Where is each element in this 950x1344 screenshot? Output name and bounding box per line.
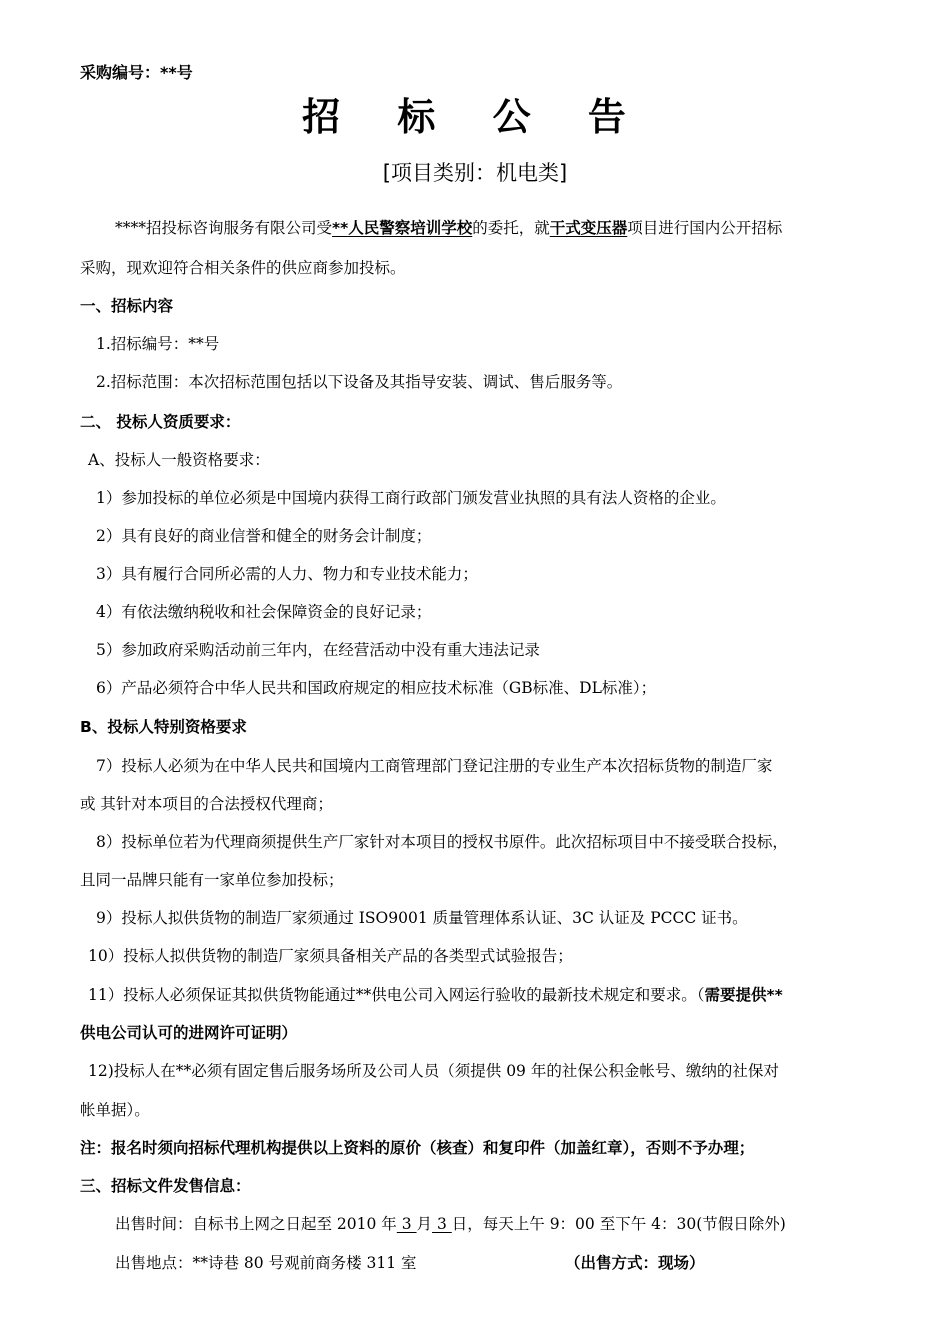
requirement-4: 4）有依法缴纳税收和社会保障资金的良好记录；	[96, 603, 432, 621]
registration-note: 注：报名时须向招标代理机构提供以上资料的原价（核查）和复印件（加盖红章），否则不予办理；	[80, 1139, 755, 1157]
requirement-12-line2: 帐单据）。	[80, 1101, 150, 1119]
requirement-3: 3）具有履行合同所必需的人力、物力和专业技术能力；	[96, 565, 478, 583]
project-category: [项目类别：机电类]	[382, 161, 568, 185]
requirement-12-line1: 12)投标人在**必须有固定售后服务场所及公司人员（须提供 09 年的社保公积金帐号、缴纳的社保对	[88, 1062, 779, 1080]
special-requirements-heading: B、投标人特别资格要求	[80, 718, 247, 736]
page-title: 招 标 公 告	[302, 95, 648, 139]
requirement-7-line2: 或 其针对本项目的合法授权代理商；	[80, 795, 333, 813]
sale-time: 出售时间：自标书上网之日起至 2010 年 3 月 3 日，每天上午 9：00 至下午 4：30(节假日除外)	[115, 1215, 786, 1233]
requirement-9: 9）投标人拟供货物的制造厂家须通过 ISO9001 质量管理体系认证、3C 认证及 PCCC 证书。	[96, 909, 748, 927]
intro-paragraph-line1: ****招投标咨询服务有限公司受**人民警察培训学校的委托，就干式变压器项目进行国内公开招标	[115, 219, 783, 237]
requirement-7-line1: 7）投标人必须为在中华人民共和国境内工商管理部门登记注册的专业生产本次招标货物的制造厂家	[96, 757, 773, 775]
section2-heading: 二、 投标人资质要求：	[80, 413, 241, 431]
requirement-1: 1）参加投标的单位必须是中国境内获得工商行政部门颁发营业执照的具有法人资格的企业。	[96, 489, 726, 507]
requirement-2: 2）具有良好的商业信誉和健全的财务会计制度；	[96, 527, 432, 545]
requirement-11-line1: 11）投标人必须保证其拟供货物能通过**供电公司入网运行验收的最新技术规定和要求。（需要提供**	[88, 986, 783, 1004]
sale-method: （出售方式：现场）	[565, 1254, 705, 1272]
requirement-10: 10）投标人拟供货物的制造厂家须具备相关产品的各类型式试验报告；	[88, 947, 573, 965]
requirement-8-line2: 且同一品牌只能有一家单位参加投标；	[80, 871, 344, 889]
bid-number-item: 1.招标编号：**号	[96, 335, 220, 353]
requirement-6: 6）产品必须符合中华人民共和国政府规定的相应技术标准（GB标准、DL标准）；	[96, 679, 657, 697]
requirement-5: 5）参加政府采购活动前三年内，在经营活动中没有重大违法记录	[96, 641, 540, 659]
section3-heading: 三、招标文件发售信息：	[80, 1177, 251, 1195]
requirement-11-line2: 供电公司认可的进网许可证明）	[80, 1024, 298, 1042]
requirement-8-line1: 8）投标单位若为代理商须提供生产厂家针对本项目的授权书原件。此次招标项目中不接受联合投标，	[96, 833, 788, 851]
bid-scope-item: 2.招标范围：本次招标范围包括以下设备及其指导安装、调试、售后服务等。	[96, 373, 623, 391]
procurement-number: 采购编号：**号	[80, 63, 193, 82]
client-name: **人民警察培训学校	[332, 219, 473, 237]
general-requirements-heading: A、投标人一般资格要求：	[88, 451, 270, 469]
sale-location: 出售地点：**诗巷 80 号观前商务楼 311 室	[115, 1254, 417, 1272]
project-name: 干式变压器	[549, 219, 628, 237]
intro-paragraph-line2: 采购，现欢迎符合相关条件的供应商参加投标。	[80, 259, 406, 277]
section1-heading: 一、招标内容	[80, 297, 174, 315]
